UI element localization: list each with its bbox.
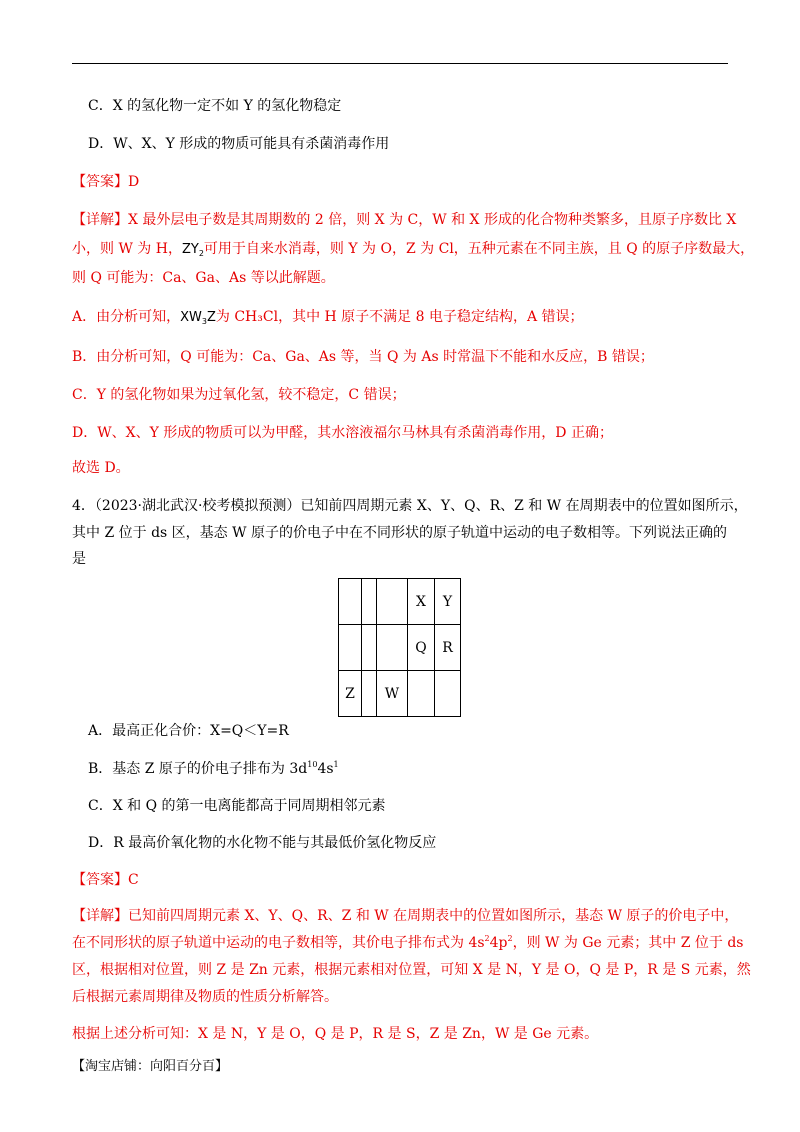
table-cell: Q <box>408 625 435 671</box>
explain-b: B．由分析可知，Q 可能为：Ca、Ga、As 等，当 Q 为 As 时常温下不能和水反应，B 错误； <box>72 349 654 365</box>
explain-1-line-1: 【详解】X 最外层电子数是其周期数的 2 倍，则 X 为 C，W 和 X 形成的化合物种类繁多，且原子序数比 X <box>72 212 737 228</box>
formula-zy2 <box>182 242 204 257</box>
table-row <box>339 579 461 625</box>
option-d: D．W、X、Y 形成的物质可能具有杀菌消毒作用 <box>88 136 390 152</box>
explain-d: D．W、X、Y 形成的物质可以为甲醛，其水溶液福尔马林具有杀菌消毒作用，D 正确； <box>72 425 613 441</box>
table-row <box>339 671 461 717</box>
q4-option-c: C．X 和 Q 的第一电离能都高于同周期相邻元素 <box>88 798 386 814</box>
table-cell <box>377 625 408 671</box>
text: 为 CH₃Cl，其中 H 原子不满足 8 电子稳定结构，A 错误； <box>215 309 584 325</box>
text: B．基态 Z 原子的价电子排布为 3d <box>88 761 308 777</box>
footer-store: 【淘宝店铺：向阳百分百】 <box>72 1059 229 1074</box>
explain-c: C．Y 的氢化物如果为过氧化氢，较不稳定，C 错误； <box>72 387 406 403</box>
text: 4s <box>317 761 334 777</box>
q4-option-d: D．R 最高价氧化物的水化物不能与其最低价氢化物反应 <box>88 835 437 851</box>
periodic-table-fragment <box>338 578 461 717</box>
explain-2-summary: 根据上述分析可知：X 是 N，Y 是 O，Q 是 P，R 是 S，Z 是 Zn，W 是 Ge 元素。 <box>72 1026 599 1042</box>
formula-a: XW <box>180 310 202 325</box>
table-cell <box>362 671 377 717</box>
q4-line-3: 是 <box>72 551 86 567</box>
table-cell: Y <box>435 579 461 625</box>
explain-2-line-1: 【详解】已知前四周期元素 X、Y、Q、R、Z 和 W 在周期表中的位置如图所示，基态 W 原子的价电子中， <box>72 908 739 924</box>
q4-line-2: 其中 Z 位于 ds 区，基态 W 原子的价电子中在不同形状的原子轨道中运动的电子数相等。下列说法正确的 <box>72 525 727 541</box>
text: 小，则 W 为 H， <box>72 241 182 257</box>
text: 可用于自来水消毒，则 Y 为 O，Z 为 Cl，五种元素在不同主族，且 Q 的原子序数最大， <box>203 241 755 257</box>
table-cell <box>435 671 461 717</box>
table-cell: W <box>377 671 408 717</box>
text: 在不同形状的原子轨道中运动的电子数相等，其价电子排布式为 4s <box>72 935 485 951</box>
superscript: 2 <box>507 934 513 943</box>
explain-2-line-3: 区，根据相对位置，则 Z 是 Zn 元素，根据元素相对位置，可知 X 是 N，Y 是 O，Q 是 P，R 是 S 元素，然 <box>72 962 751 978</box>
option-c: C．X 的氢化物一定不如 Y 的氢化物稳定 <box>88 98 342 114</box>
formula-xw3z <box>180 310 216 325</box>
text: A．由分析可知， <box>72 309 181 325</box>
formula-sub: 3 <box>201 317 207 326</box>
table-cell: R <box>435 625 461 671</box>
superscript: 2 <box>484 934 490 943</box>
superscript: 1 <box>333 760 339 769</box>
table-row <box>339 625 461 671</box>
formula-main: ZY <box>181 242 199 257</box>
table-cell <box>339 579 362 625</box>
table-cell <box>408 671 435 717</box>
q4-line-1: 4．（2023·湖北武汉·校考模拟预测）已知前四周期元素 X、Y、Q、R、Z 和 W 在周期表中的位置如图所示， <box>72 498 748 514</box>
explain-2-line-4: 后根据元素周期律及物质的性质分析解答。 <box>72 989 338 1005</box>
table-cell <box>362 625 377 671</box>
table-cell: Z <box>339 671 362 717</box>
explain-a <box>72 304 732 331</box>
table-cell: X <box>408 579 435 625</box>
q4-option-b <box>88 756 748 782</box>
text: 4p <box>489 935 508 951</box>
formula-b: Z <box>206 310 216 325</box>
q4-option-a: A．最高正化合价：X=Q＜Y=R <box>88 723 289 739</box>
table-cell <box>339 625 362 671</box>
explain-1-line-2 <box>72 236 755 263</box>
explain-2-line-2 <box>72 930 744 956</box>
formula-sub: 2 <box>198 249 204 258</box>
header-rule <box>72 63 728 64</box>
explain-1-line-3: 则 Q 可能为：Ca、Ga、As 等以此解题。 <box>72 270 335 286</box>
superscript: 10 <box>307 760 318 769</box>
table-cell <box>377 579 408 625</box>
text: ，则 W 为 Ge 元素；其中 Z 位于 ds <box>512 935 744 951</box>
answer-1: 【答案】D <box>72 174 140 190</box>
table-cell <box>362 579 377 625</box>
choose-line: 故选 D。 <box>72 460 130 476</box>
answer-2: 【答案】C <box>72 872 139 888</box>
